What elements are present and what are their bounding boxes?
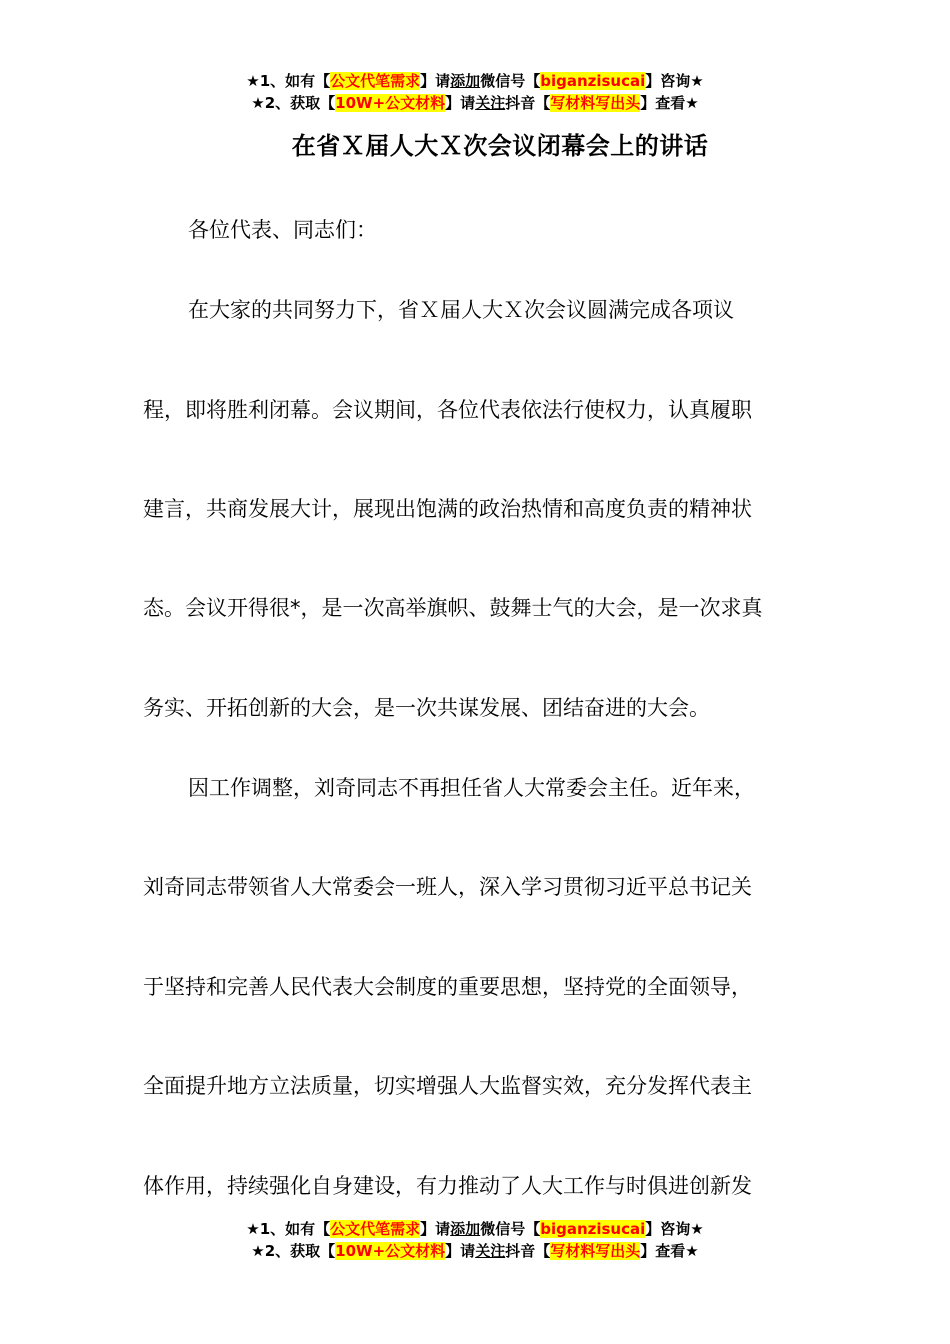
highlight-wechat-id: biganzisucai xyxy=(540,1220,646,1238)
body-line: 刘奇同志带领省人大常委会一班人，深入学习贯彻习近平总书记关 xyxy=(143,875,752,899)
star-icon: ★ xyxy=(246,1220,260,1238)
body-line: 因工作调整，刘奇同志不再担任省人大常委会主任。近年来， xyxy=(188,776,755,800)
highlight-douyin-account: 写材料写出头 xyxy=(550,94,641,112)
highlight-materials: 10W+公文材料 xyxy=(335,1242,446,1260)
star-icon: ★ xyxy=(690,1220,704,1238)
highlight-service: 公文代笔需求 xyxy=(330,72,421,90)
body-line: 程，即将胜利闭幕。会议期间，各位代表依法行使权力，认真履职 xyxy=(143,398,752,422)
banner-line-1: ★1、如有【公文代笔需求】请添加微信号【biganzisucai】咨询★ xyxy=(246,72,704,90)
star-icon: ★ xyxy=(246,72,260,90)
star-icon: ★ xyxy=(690,72,704,90)
star-icon: ★ xyxy=(685,94,699,112)
body-line: 务实、开拓创新的大会，是一次共谋发展、团结奋进的大会。 xyxy=(143,696,710,720)
top-banner xyxy=(0,70,950,114)
highlight-service: 公文代笔需求 xyxy=(330,1220,421,1238)
body-line: 于坚持和完善人民代表大会制度的重要思想，坚持党的全面领导， xyxy=(143,975,752,999)
body-line: 在大家的共同努力下，省Ｘ届人大Ｘ次会议圆满完成各项议 xyxy=(188,298,734,322)
banner-line-2: ★2、获取【10W+公文材料】请关注抖音【写材料写出头】查看★ xyxy=(251,1242,699,1260)
body-line: 全面提升地方立法质量，切实增强人大监督实效，充分发挥代表主 xyxy=(143,1074,752,1098)
body-line: 建言，共商发展大计，展现出饱满的政治热情和高度负责的精神状 xyxy=(143,497,752,521)
body-line: 体作用，持续强化自身建设，有力推动了人大工作与时俱进创新发 xyxy=(143,1174,752,1198)
banner-line-1: ★1、如有【公文代笔需求】请添加微信号【biganzisucai】咨询★ xyxy=(246,1220,704,1238)
star-icon: ★ xyxy=(251,1242,265,1260)
bottom-banner xyxy=(0,1218,950,1262)
star-icon: ★ xyxy=(685,1242,699,1260)
body-line: 各位代表、同志们： xyxy=(188,218,377,242)
document-title: 在省Ｘ届人大Ｘ次会议闭幕会上的讲话 xyxy=(291,132,709,160)
star-icon: ★ xyxy=(251,94,265,112)
highlight-materials: 10W+公文材料 xyxy=(335,94,446,112)
highlight-douyin-account: 写材料写出头 xyxy=(550,1242,641,1260)
body-line: 态。会议开得很*，是一次高举旗帜、鼓舞士气的大会，是一次求真 xyxy=(143,596,763,620)
banner-line-2: ★2、获取【10W+公文材料】请关注抖音【写材料写出头】查看★ xyxy=(251,94,699,112)
highlight-wechat-id: biganzisucai xyxy=(540,72,646,90)
